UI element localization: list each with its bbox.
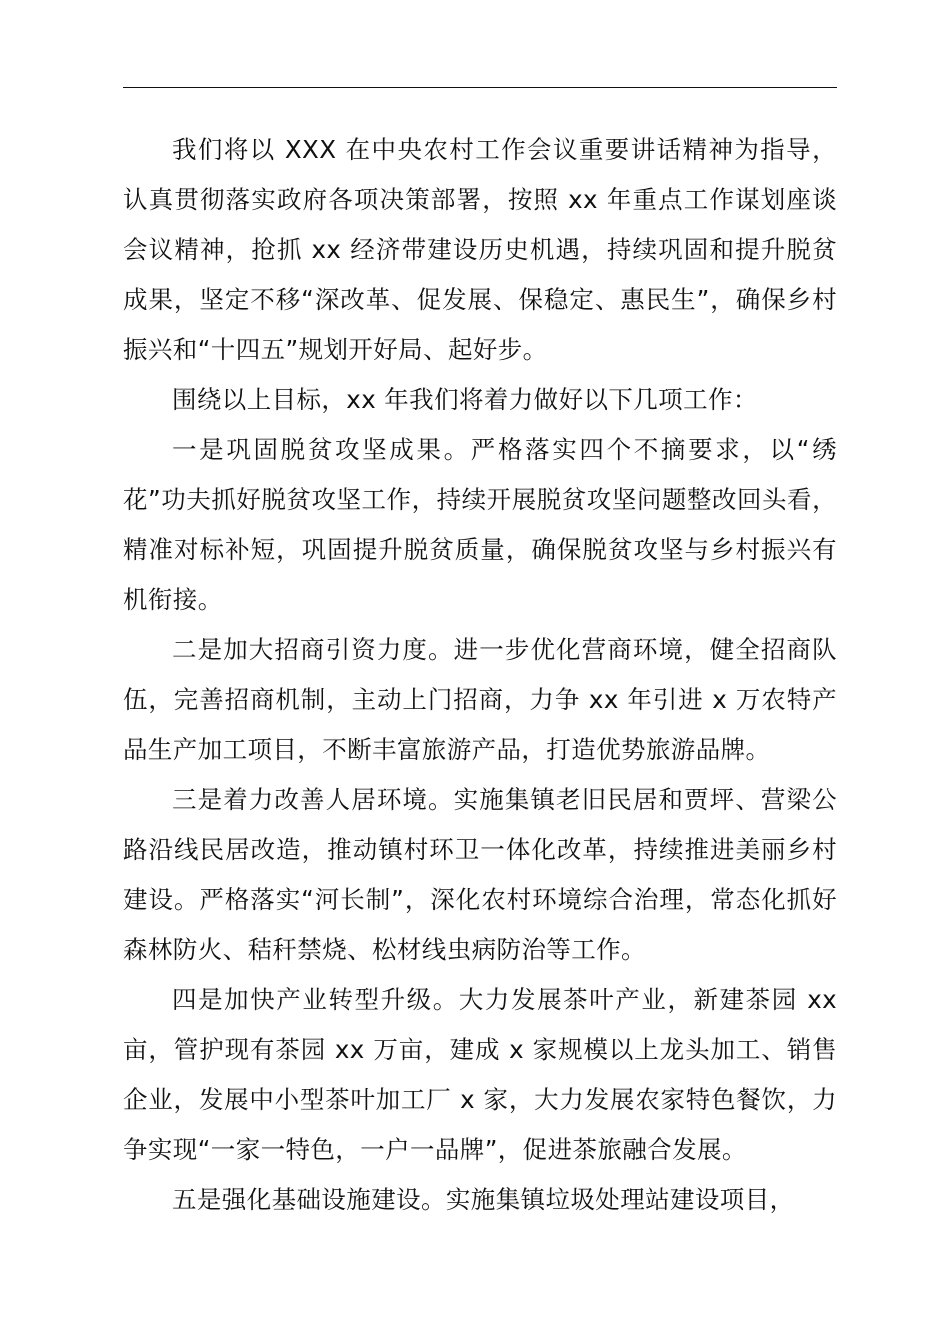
header-rule bbox=[123, 87, 837, 88]
paragraph-item-1: 一是巩固脱贫攻坚成果。严格落实四个不摘要求，以“绣花”功夫抓好脱贫攻坚工作，持续开展脱贫攻坚问题整改回头看，精准对标补短，巩固提升脱贫质量，确保脱贫攻坚与乡村振兴有机衔接。 bbox=[123, 435, 837, 614]
paragraph-goals: 围绕以上目标，xx 年我们将着力做好以下几项工作： bbox=[172, 385, 758, 414]
paragraph-item-3: 三是着力改善人居环境。实施集镇老旧民居和贾坪、营梁公路沿线民居改造，推动镇村环卫一体化改革，持续推进美丽乡村建设。严格落实“河长制”，深化农村环境综合治理，常态化抓好森林防火、秸秆禁烧、松材线虫病防治等工作。 bbox=[123, 785, 837, 964]
paragraph-item-2: 二是加大招商引资力度。进一步优化营商环境，健全招商队伍，完善招商机制，主动上门招商，力争 xx 年引进 x 万农特产品生产加工项目，不断丰富旅游产品，打造优势旅游品牌。 bbox=[123, 635, 837, 764]
document-body bbox=[123, 125, 837, 1225]
paragraph-intro: 我们将以 XXX 在中央农村工作会议重要讲话精神为指导，认真贯彻落实政府各项决策部署，按照 xx 年重点工作谋划座谈会议精神，抢抓 xx 经济带建设历史机遇，持续巩固和提升脱贫成果，坚定不移“深改革、促发展、保稳定、惠民生”，确保乡村振兴和“十四五”规划开好局、起好步。 bbox=[123, 135, 837, 364]
paragraph-item-5: 五是强化基础设施建设。实施集镇垃圾处理站建设项目， bbox=[172, 1185, 795, 1214]
paragraph-item-4: 四是加快产业转型升级。大力发展茶叶产业，新建茶园 xx 亩，管护现有茶园 xx 万亩，建成 x 家规模以上龙头加工、销售企业，发展中小型茶叶加工厂 x 家，大力发展农家特色餐饮，力争实现“一家一特色，一户一品牌”，促进茶旅融合发展。 bbox=[123, 985, 837, 1164]
